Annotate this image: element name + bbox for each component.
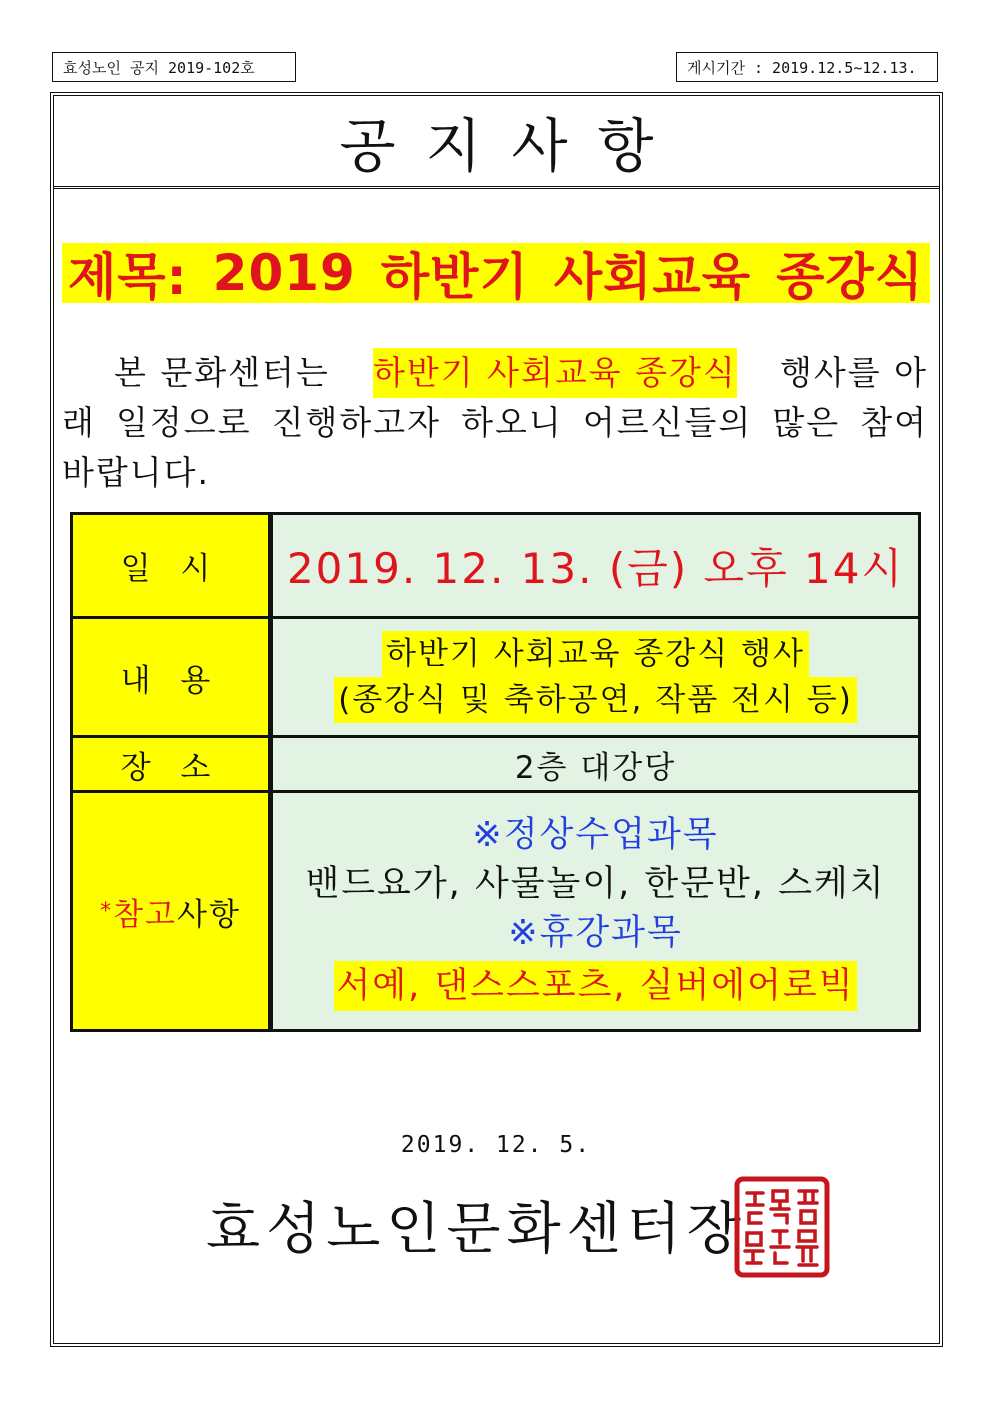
intro-text: 본 문화센터는: [114, 353, 330, 392]
place-label: 장 소: [73, 738, 273, 790]
table-row-date: [73, 515, 918, 619]
subject-prefix: 제목:: [68, 248, 188, 306]
date-cell: [273, 515, 918, 616]
table-row-content: [73, 619, 918, 738]
closed-classes-list: 서예, 댄스스포츠, 실버에어로빅: [334, 961, 856, 1011]
issue-date: 2019. 12. 5.: [400, 1132, 592, 1158]
content-cell: [273, 619, 918, 735]
reference-cell: [273, 793, 918, 1029]
reference-label-red: 참고: [113, 896, 177, 933]
subject-word: 하반기: [380, 248, 529, 306]
subject-banner: [62, 243, 930, 306]
signer-name: 효성노인문화센터장: [206, 1197, 747, 1262]
reference-label: [73, 793, 273, 1029]
place-cell: [273, 738, 918, 790]
intro-paragraph: [62, 348, 928, 498]
content-line: (종강식 및 축하공연, 작품 전시 등): [334, 677, 857, 723]
place-value: 2층 대강당: [514, 749, 677, 786]
title-box: [54, 95, 939, 189]
intro-text: 바랍니다.: [62, 453, 211, 492]
subject-word: 2019: [212, 244, 356, 302]
page-title: 공지사항: [339, 111, 684, 180]
table-row-reference: [73, 793, 918, 1029]
official-seal-icon: [733, 1175, 831, 1279]
date-value: 2019. 12. 13. (금) 오후 14시: [286, 543, 905, 593]
reference-star: *: [100, 898, 114, 924]
intro-highlight: 하반기 사회교육 종강식: [373, 348, 737, 398]
event-table: [70, 512, 921, 1032]
closed-classes-heading: ※휴강과목: [508, 913, 683, 953]
subject-word: 종강식: [776, 248, 924, 306]
reference-label-rest: 사항: [177, 896, 241, 933]
table-row-place: [73, 738, 918, 793]
content-line: 하반기 사회교육 종강식 행사: [382, 631, 809, 677]
notice-number: 효성노인 공지 2019-102호: [52, 52, 296, 82]
subject-word: 사회교육: [553, 248, 752, 306]
intro-text: 래 일정으로 진행하고자 하오니 어르신들의 많은 참여: [62, 403, 928, 442]
content-label: 내 용: [73, 619, 273, 735]
posting-period: 게시기간 : 2019.12.5~12.13.: [676, 52, 938, 82]
date-label: 일 시: [73, 515, 273, 616]
intro-text: 행사를 아: [779, 353, 928, 392]
regular-classes-list: 밴드요가, 사물놀이, 한문반, 스케치: [305, 864, 886, 904]
regular-classes-heading: ※정상수업과목: [472, 815, 719, 855]
